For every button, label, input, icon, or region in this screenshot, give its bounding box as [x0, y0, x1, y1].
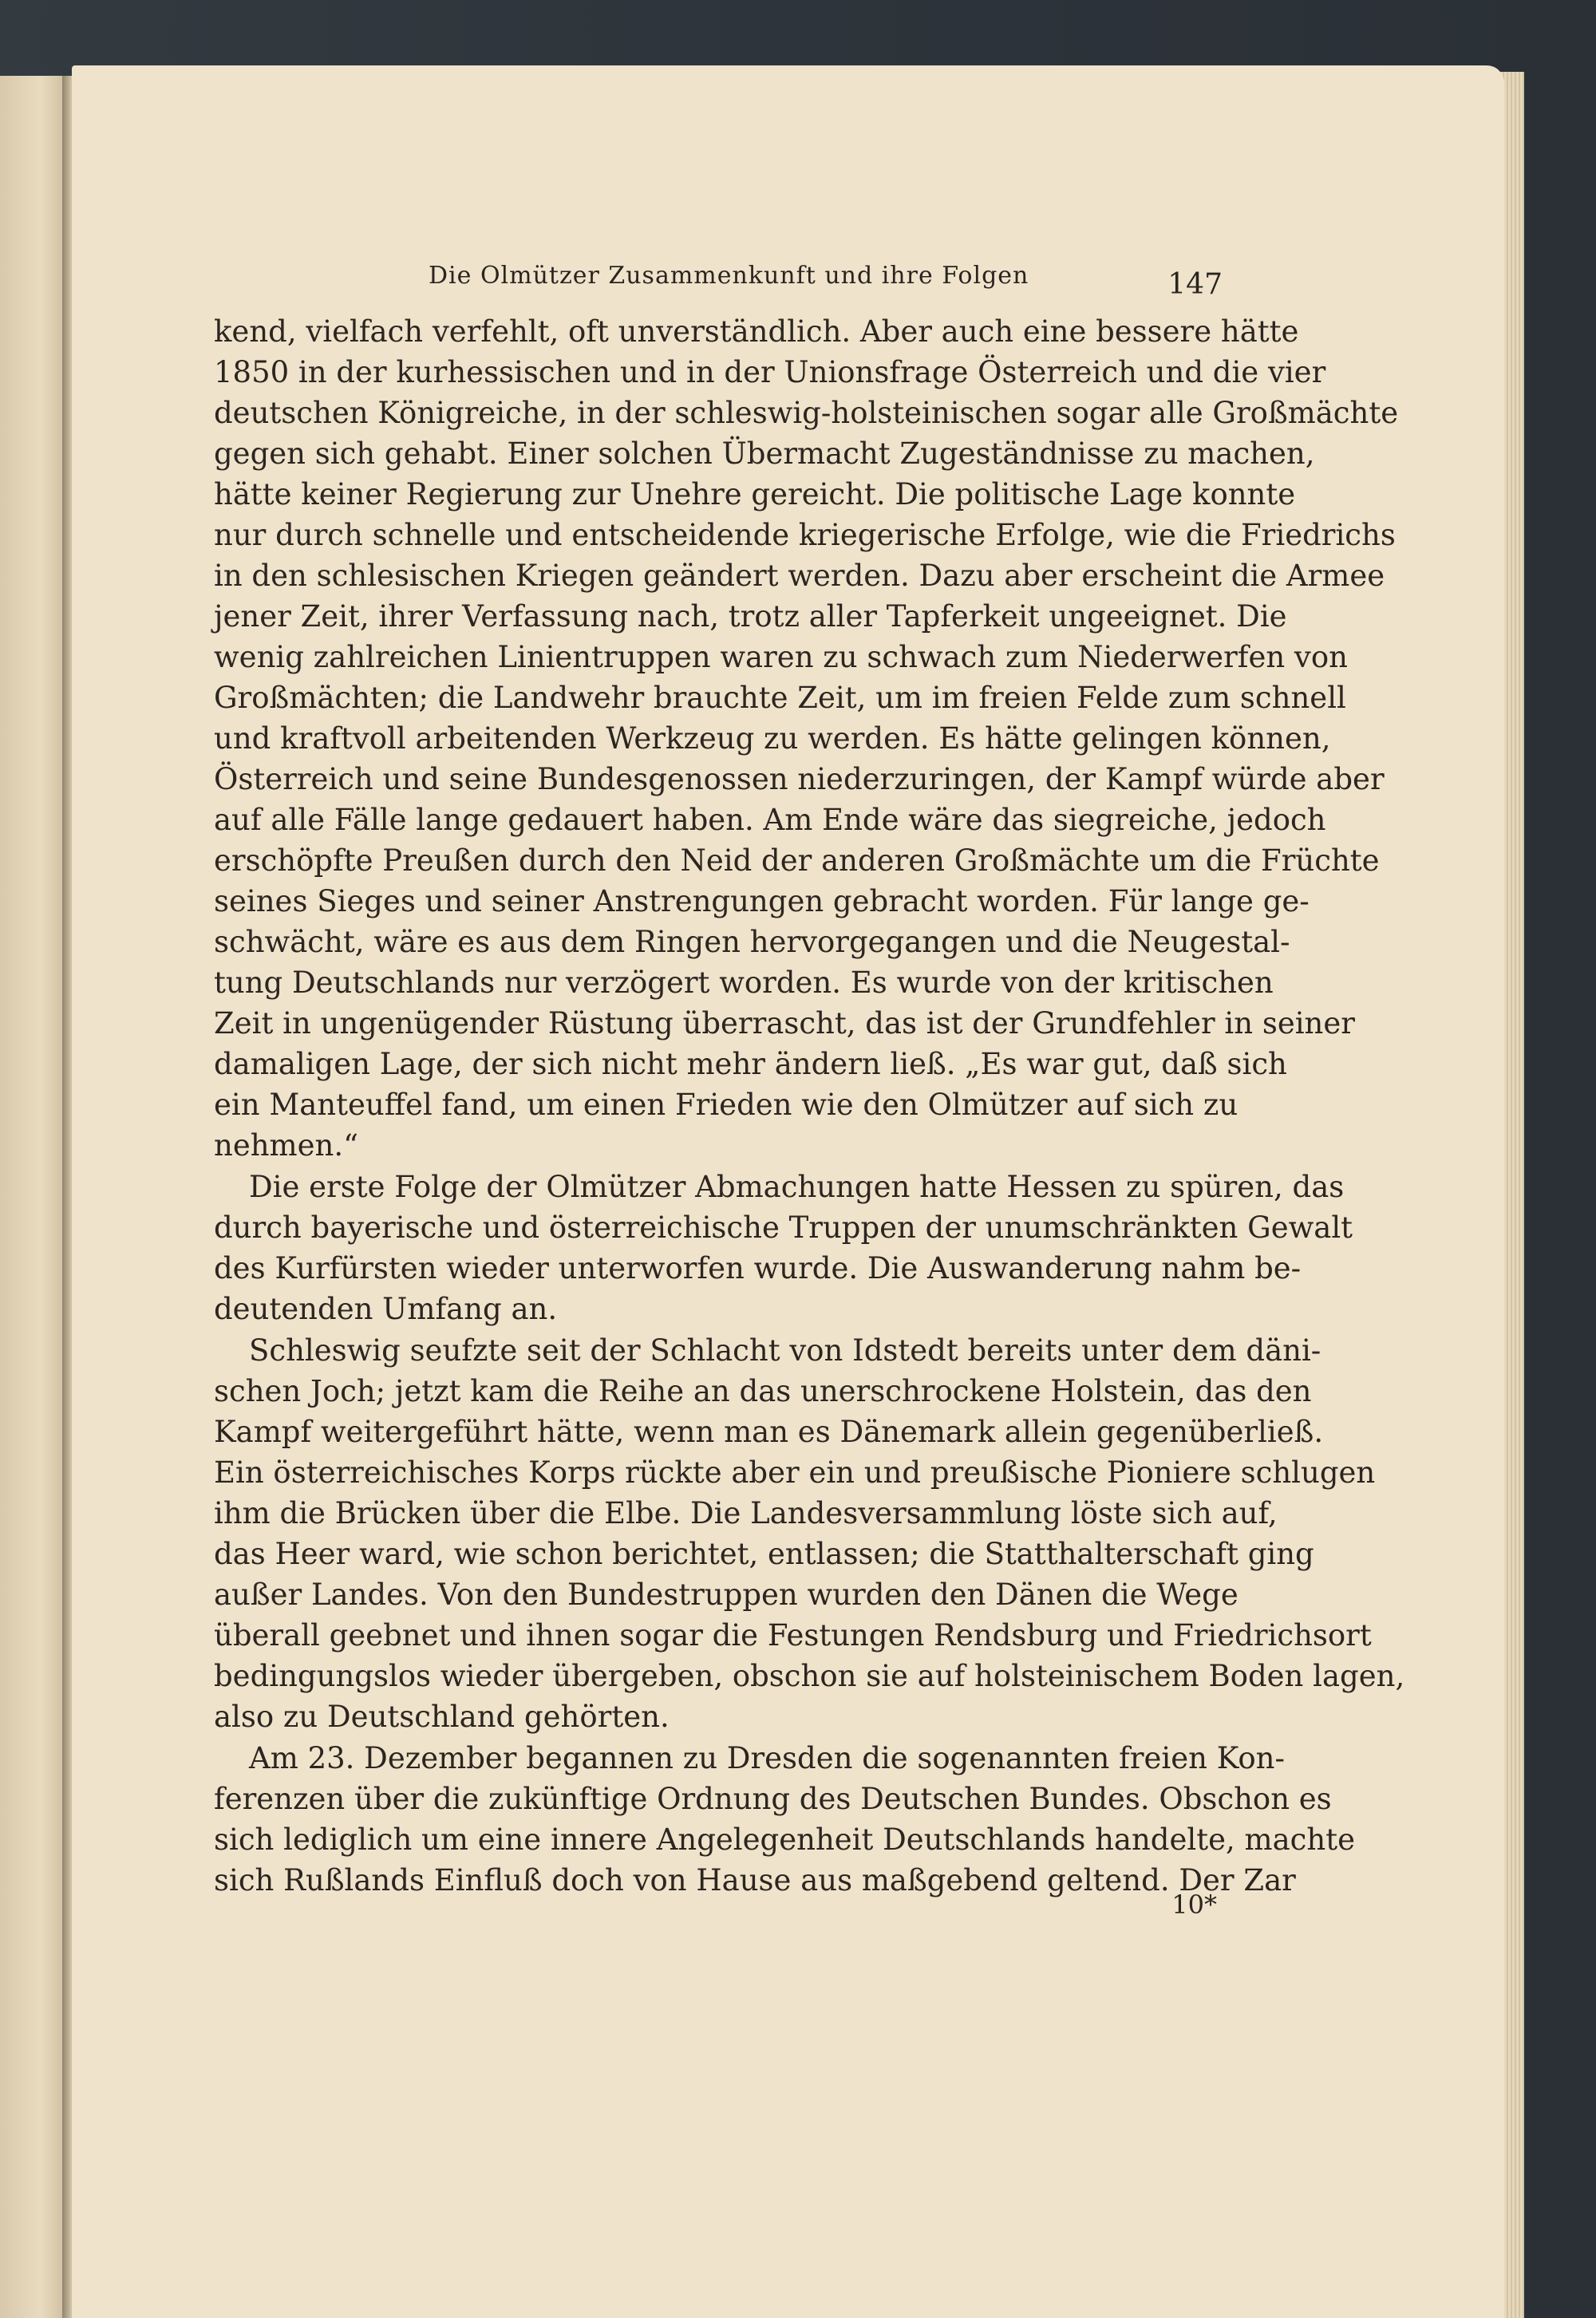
- text-line: schen Joch; jetzt kam die Reihe an das unerschrockene Holstein, das den: [214, 1374, 1312, 1408]
- text-line: Schleswig seufzte seit der Schlacht von Idstedt bereits unter dem däni-: [249, 1333, 1321, 1368]
- text-line: also zu Deutschland gehörten.: [214, 1700, 670, 1734]
- text-line: ihm die Brücken über die Elbe. Die Landesversammlung löste sich auf,: [214, 1496, 1278, 1530]
- text-line: durch bayerische und österreichische Truppen der unumschränkten Gewalt: [214, 1210, 1353, 1245]
- text-line: schwächt, wäre es aus dem Ringen hervorgegangen und die Neugestal-: [214, 925, 1290, 959]
- text-line: 1850 in der kurhessischen und in der Unionsfrage Österreich und die vier: [214, 355, 1326, 389]
- text-line: erschöpfte Preußen durch den Neid der anderen Großmächte um die Früchte: [214, 843, 1380, 878]
- text-line: Kampf weitergeführt hätte, wenn man es Dänemark allein gegenüberließ.: [214, 1415, 1324, 1449]
- text-line: ein Manteuffel fand, um einen Frieden wie den Olmützer auf sich zu: [214, 1088, 1238, 1122]
- text-line: des Kurfürsten wieder unterworfen wurde. Die Auswanderung nahm be-: [214, 1251, 1302, 1285]
- text-line: überall geebnet und ihnen sogar die Festungen Rendsburg und Friedrichsort: [214, 1618, 1372, 1653]
- text-line: Großmächten; die Landwehr brauchte Zeit, um im freien Felde zum schnell: [214, 681, 1346, 715]
- text-line: außer Landes. Von den Bundestruppen wurden den Dänen die Wege: [214, 1578, 1238, 1612]
- text-line: damaligen Lage, der sich nicht mehr ändern ließ. „Es war gut, daß sich: [214, 1047, 1287, 1081]
- text-line: sich lediglich um eine innere Angelegenheit Deutschlands handelte, machte: [214, 1822, 1355, 1857]
- text-line: Ein österreichisches Korps rückte aber ein und preußische Pioniere schlugen: [214, 1455, 1376, 1490]
- text-line: nur durch schnelle und entscheidende kriegerische Erfolge, wie die Friedrichs: [214, 518, 1396, 552]
- text-line: gegen sich gehabt. Einer solchen Übermacht Zugeständnisse zu machen,: [214, 436, 1315, 471]
- text-line: hätte keiner Regierung zur Unehre gereicht. Die politische Lage konnte: [214, 477, 1296, 511]
- text-line: deutenden Umfang an.: [214, 1292, 558, 1326]
- text-line: deutschen Königreiche, in der schleswig-holsteinischen sogar alle Großmächte: [214, 396, 1399, 430]
- text-line: nehmen.“: [214, 1128, 359, 1163]
- text-line: Österreich und seine Bundesgenossen niederzuringen, der Kampf würde aber: [214, 762, 1385, 796]
- left-page-edge: [0, 76, 68, 2318]
- text-line: in den schlesischen Kriegen geändert werden. Dazu aber erscheint die Armee: [214, 559, 1385, 593]
- text-line: Am 23. Dezember begannen zu Dresden die sogenannten freien Kon-: [249, 1741, 1285, 1775]
- text-line: bedingungslos wieder übergeben, obschon sie auf holsteinischem Boden lagen,: [214, 1659, 1405, 1693]
- text-line: jener Zeit, ihrer Verfassung nach, trotz aller Tapferkeit ungeeignet. Die: [214, 599, 1287, 634]
- text-line: und kraftvoll arbeitenden Werkzeug zu werden. Es hätte gelingen können,: [214, 721, 1331, 756]
- text-line: sich Rußlands Einfluß doch von Hause aus maßgebend geltend. Der Zar: [214, 1863, 1296, 1897]
- text-line: kend, vielfach verfehlt, oft unverständlich. Aber auch eine bessere hätte: [214, 314, 1299, 349]
- text-line: tung Deutschlands nur verzögert worden. Es wurde von der kritischen: [214, 966, 1274, 1000]
- signature-mark: 10*: [1171, 1890, 1217, 1920]
- text-line: ferenzen über die zukünftige Ordnung des Deutschen Bundes. Obschon es: [214, 1782, 1332, 1816]
- text-line: das Heer ward, wie schon berichtet, entlassen; die Statthalterschaft ging: [214, 1537, 1314, 1571]
- text-line: seines Sieges und seiner Anstrengungen gebracht worden. Für lange ge-: [214, 884, 1310, 918]
- text-line: auf alle Fälle lange gedauert haben. Am Ende wäre das siegreiche, jedoch: [214, 803, 1326, 837]
- running-header: Die Olmützer Zusammenkunft und ihre Folgen: [429, 262, 1029, 290]
- text-line: wenig zahlreichen Linientruppen waren zu schwach zum Niederwerfen von: [214, 640, 1348, 674]
- text-line: Zeit in ungenügender Rüstung überrascht, das ist der Grundfehler in seiner: [214, 1006, 1355, 1041]
- page-number: 147: [1167, 268, 1223, 301]
- text-line: Die erste Folge der Olmützer Abmachungen hatte Hessen zu spüren, das: [249, 1170, 1345, 1204]
